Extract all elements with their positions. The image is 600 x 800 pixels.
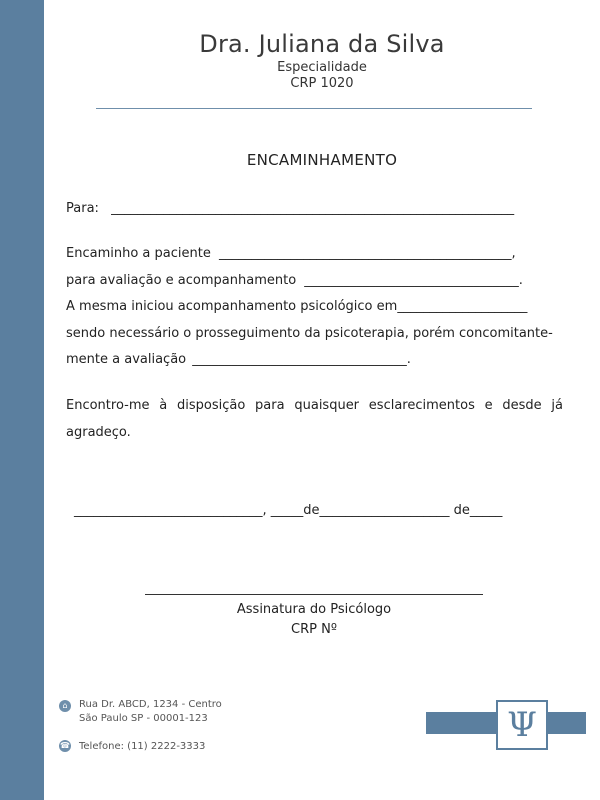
address-line-1: Rua Dr. ABCD, 1234 - Centro (79, 699, 222, 710)
assessment-row (66, 351, 563, 369)
logo-ribbon-left (426, 712, 498, 734)
start-row (66, 298, 563, 316)
para-blank: ______________________________________________________________ (111, 201, 515, 216)
patient-blank: _____________________________________________, (218, 246, 516, 261)
closing-paragraph: Encontro-me à disposição para quaisquer esclarecimentos e desde já agradeço. (66, 398, 563, 440)
psi-logo-icon: Ψ (496, 700, 548, 750)
evaluation-blank: _________________________________. (304, 273, 523, 288)
para-row (66, 200, 563, 218)
continuation-row (66, 325, 563, 343)
start-date-blank: ____________________ (397, 299, 528, 314)
evaluation-row (66, 272, 563, 290)
address-line-2: São Paulo SP - 00001-123 (79, 713, 208, 724)
logo-ribbon-right (548, 712, 586, 734)
assessment-blank: _________________________________. (192, 352, 411, 367)
line5-text: mente a avaliação (66, 352, 187, 367)
signature-label: Assinatura do Psicólogo (236, 602, 392, 617)
doctor-name: Dra. Juliana da Silva (199, 30, 445, 58)
para-label: Para: (66, 201, 99, 216)
line4-text: sendo necessário o prosseguimento da psicoterapia, porém concomitante- (66, 326, 553, 341)
phone-icon: ☎ (60, 741, 70, 750)
line3-text: A mesma iniciou acompanhamento psicológico em (66, 299, 398, 314)
specialty: Especialidade (277, 60, 367, 75)
header-divider (96, 108, 532, 109)
home-icon: ⌂ (59, 700, 71, 712)
letterhead (44, 30, 600, 92)
left-sidebar-band (0, 0, 44, 800)
document-title: ENCAMINHAMENTO (246, 151, 398, 169)
signature-line (145, 594, 483, 595)
signature-block (44, 600, 584, 640)
date-line: _____________________________, _____de____________________ de_____ (74, 503, 503, 518)
line2-text: para avaliação e acompanhamento (66, 273, 297, 288)
phone-number: Telefone: (11) 2222-3333 (79, 741, 206, 752)
crp-number: CRP 1020 (290, 76, 354, 91)
line1-text: Encaminho a paciente (66, 246, 211, 261)
patient-row (66, 245, 563, 263)
signature-crp: CRP Nº (291, 622, 337, 637)
